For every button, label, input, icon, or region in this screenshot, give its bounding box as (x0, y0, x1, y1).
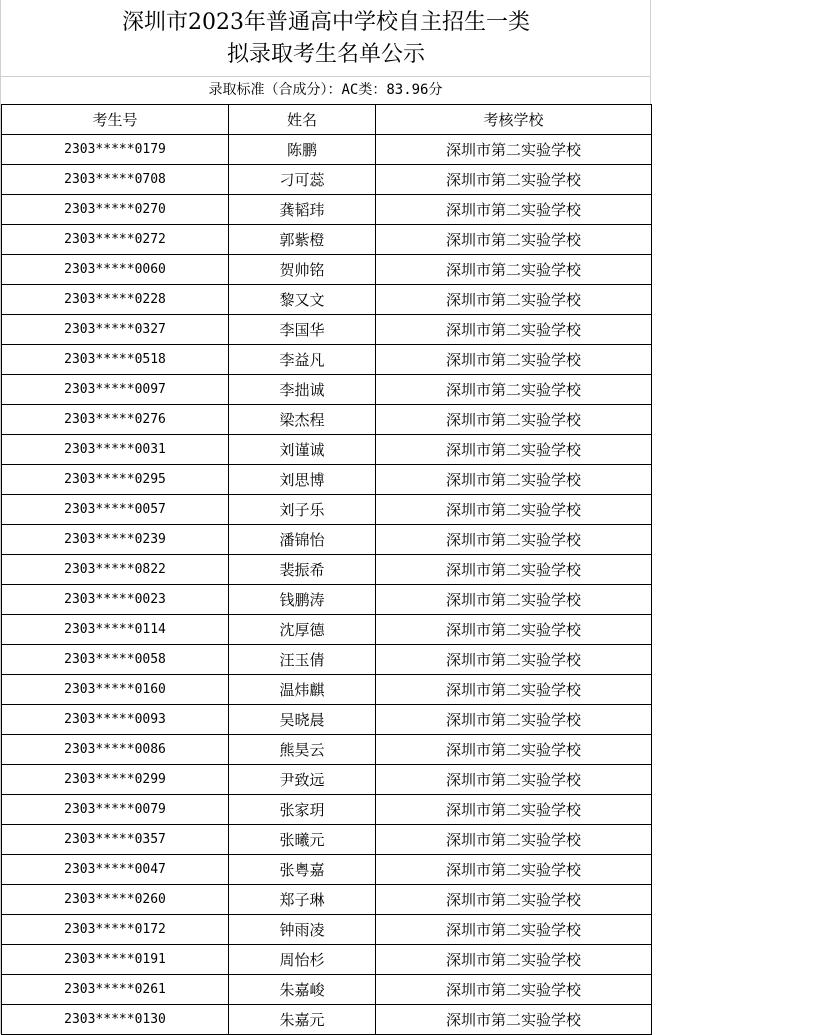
candidate-id-cell: 2303*****0191 (2, 945, 229, 975)
document-title-line-2: 拟录取考生名单公示 (226, 42, 425, 67)
candidate-id-cell: 2303*****0047 (2, 855, 229, 885)
school-cell: 深圳市第二实验学校 (376, 255, 652, 285)
school-cell: 深圳市第二实验学校 (376, 435, 652, 465)
school-cell: 深圳市第二实验学校 (376, 525, 652, 555)
document-title-line-1: 深圳市2023年普通高中学校自主招生一类 (122, 10, 530, 35)
candidate-id-cell: 2303*****0097 (2, 375, 229, 405)
table-row (2, 915, 652, 945)
table-row (2, 1005, 652, 1035)
school-cell: 深圳市第二实验学校 (376, 615, 652, 645)
table-row (2, 975, 652, 1005)
candidate-id-cell: 2303*****0160 (2, 675, 229, 705)
table-row (2, 285, 652, 315)
candidate-name-cell: 周怡杉 (229, 945, 376, 975)
admission-criteria: 录取标准（合成分）：AC类：83.96分 (1, 76, 651, 104)
header-name: 姓名 (229, 105, 376, 135)
candidate-id-cell: 2303*****0327 (2, 315, 229, 345)
candidate-id-cell: 2303*****0058 (2, 645, 229, 675)
table-row (2, 585, 652, 615)
table-row (2, 225, 652, 255)
table-row (2, 495, 652, 525)
table-row (2, 765, 652, 795)
candidate-id-cell: 2303*****0822 (2, 555, 229, 585)
candidate-id-cell: 2303*****0270 (2, 195, 229, 225)
candidate-id-cell: 2303*****0172 (2, 915, 229, 945)
candidate-name-cell: 李益凡 (229, 345, 376, 375)
table-row (2, 795, 652, 825)
table-row (2, 855, 652, 885)
candidate-name-cell: 刘思博 (229, 465, 376, 495)
school-cell: 深圳市第二实验学校 (376, 375, 652, 405)
candidate-id-cell: 2303*****0057 (2, 495, 229, 525)
title-block (1, 0, 651, 76)
table-row (2, 465, 652, 495)
table-row (2, 195, 652, 225)
candidate-name-cell: 熊昊云 (229, 735, 376, 765)
school-cell: 深圳市第二实验学校 (376, 795, 652, 825)
table-row (2, 345, 652, 375)
candidate-id-cell: 2303*****0276 (2, 405, 229, 435)
candidate-name-cell: 黎又文 (229, 285, 376, 315)
candidate-name-cell: 钟雨凌 (229, 915, 376, 945)
table-row (2, 375, 652, 405)
table-header-row (2, 105, 652, 135)
table-row (2, 705, 652, 735)
candidate-name-cell: 朱嘉峻 (229, 975, 376, 1005)
candidate-name-cell: 尹致远 (229, 765, 376, 795)
candidate-name-cell: 潘锦怡 (229, 525, 376, 555)
header-school: 考核学校 (376, 105, 652, 135)
table-row (2, 945, 652, 975)
school-cell: 深圳市第二实验学校 (376, 135, 652, 165)
school-cell: 深圳市第二实验学校 (376, 195, 652, 225)
table-row (2, 645, 652, 675)
table-row (2, 615, 652, 645)
table-row (2, 735, 652, 765)
candidate-id-cell: 2303*****0179 (2, 135, 229, 165)
candidate-name-cell: 贺帅铭 (229, 255, 376, 285)
school-cell: 深圳市第二实验学校 (376, 645, 652, 675)
table-row (2, 555, 652, 585)
school-cell: 深圳市第二实验学校 (376, 915, 652, 945)
candidate-id-cell: 2303*****0228 (2, 285, 229, 315)
school-cell: 深圳市第二实验学校 (376, 675, 652, 705)
candidate-name-cell: 汪玉倩 (229, 645, 376, 675)
school-cell: 深圳市第二实验学校 (376, 465, 652, 495)
candidate-id-cell: 2303*****0272 (2, 225, 229, 255)
candidate-id-cell: 2303*****0023 (2, 585, 229, 615)
school-cell: 深圳市第二实验学校 (376, 735, 652, 765)
school-cell: 深圳市第二实验学校 (376, 825, 652, 855)
school-cell: 深圳市第二实验学校 (376, 555, 652, 585)
school-cell: 深圳市第二实验学校 (376, 345, 652, 375)
table-row (2, 675, 652, 705)
admission-table (1, 104, 652, 1035)
candidate-id-cell: 2303*****0260 (2, 885, 229, 915)
school-cell: 深圳市第二实验学校 (376, 705, 652, 735)
candidate-id-cell: 2303*****0295 (2, 465, 229, 495)
candidate-id-cell: 2303*****0299 (2, 765, 229, 795)
table-row (2, 405, 652, 435)
candidate-id-cell: 2303*****0093 (2, 705, 229, 735)
candidate-name-cell: 刁可蕊 (229, 165, 376, 195)
school-cell: 深圳市第二实验学校 (376, 855, 652, 885)
table-row (2, 255, 652, 285)
school-cell: 深圳市第二实验学校 (376, 315, 652, 345)
school-cell: 深圳市第二实验学校 (376, 765, 652, 795)
table-row (2, 135, 652, 165)
candidate-name-cell: 张曦元 (229, 825, 376, 855)
table-row (2, 885, 652, 915)
table-row (2, 525, 652, 555)
table-row (2, 315, 652, 345)
candidate-name-cell: 陈鹏 (229, 135, 376, 165)
candidate-name-cell: 沈厚德 (229, 615, 376, 645)
candidate-id-cell: 2303*****0079 (2, 795, 229, 825)
candidate-name-cell: 张粤嘉 (229, 855, 376, 885)
candidate-name-cell: 刘子乐 (229, 495, 376, 525)
candidate-id-cell: 2303*****0130 (2, 1005, 229, 1035)
school-cell: 深圳市第二实验学校 (376, 495, 652, 525)
candidate-name-cell: 郭紫橙 (229, 225, 376, 255)
candidate-id-cell: 2303*****0239 (2, 525, 229, 555)
school-cell: 深圳市第二实验学校 (376, 285, 652, 315)
school-cell: 深圳市第二实验学校 (376, 945, 652, 975)
candidate-name-cell: 刘谨诚 (229, 435, 376, 465)
candidate-name-cell: 梁杰程 (229, 405, 376, 435)
candidate-id-cell: 2303*****0261 (2, 975, 229, 1005)
candidate-name-cell: 吴晓晨 (229, 705, 376, 735)
candidate-name-cell: 张家玥 (229, 795, 376, 825)
candidate-id-cell: 2303*****0357 (2, 825, 229, 855)
school-cell: 深圳市第二实验学校 (376, 975, 652, 1005)
candidate-name-cell: 龚韬玮 (229, 195, 376, 225)
candidate-name-cell: 李拙诚 (229, 375, 376, 405)
candidate-name-cell: 郑子琳 (229, 885, 376, 915)
school-cell: 深圳市第二实验学校 (376, 585, 652, 615)
school-cell: 深圳市第二实验学校 (376, 405, 652, 435)
candidate-name-cell: 钱鹏涛 (229, 585, 376, 615)
candidate-name-cell: 朱嘉元 (229, 1005, 376, 1035)
table-row (2, 825, 652, 855)
table-body (2, 135, 652, 1035)
candidate-id-cell: 2303*****0060 (2, 255, 229, 285)
school-cell: 深圳市第二实验学校 (376, 885, 652, 915)
candidate-id-cell: 2303*****0031 (2, 435, 229, 465)
candidate-id-cell: 2303*****0708 (2, 165, 229, 195)
candidate-id-cell: 2303*****0114 (2, 615, 229, 645)
header-candidate-id: 考生号 (2, 105, 229, 135)
candidate-name-cell: 李国华 (229, 315, 376, 345)
school-cell: 深圳市第二实验学校 (376, 225, 652, 255)
candidate-id-cell: 2303*****0518 (2, 345, 229, 375)
candidate-name-cell: 温炜麒 (229, 675, 376, 705)
school-cell: 深圳市第二实验学校 (376, 1005, 652, 1035)
table-row (2, 435, 652, 465)
school-cell: 深圳市第二实验学校 (376, 165, 652, 195)
table-row (2, 165, 652, 195)
candidate-id-cell: 2303*****0086 (2, 735, 229, 765)
candidate-name-cell: 裴振希 (229, 555, 376, 585)
